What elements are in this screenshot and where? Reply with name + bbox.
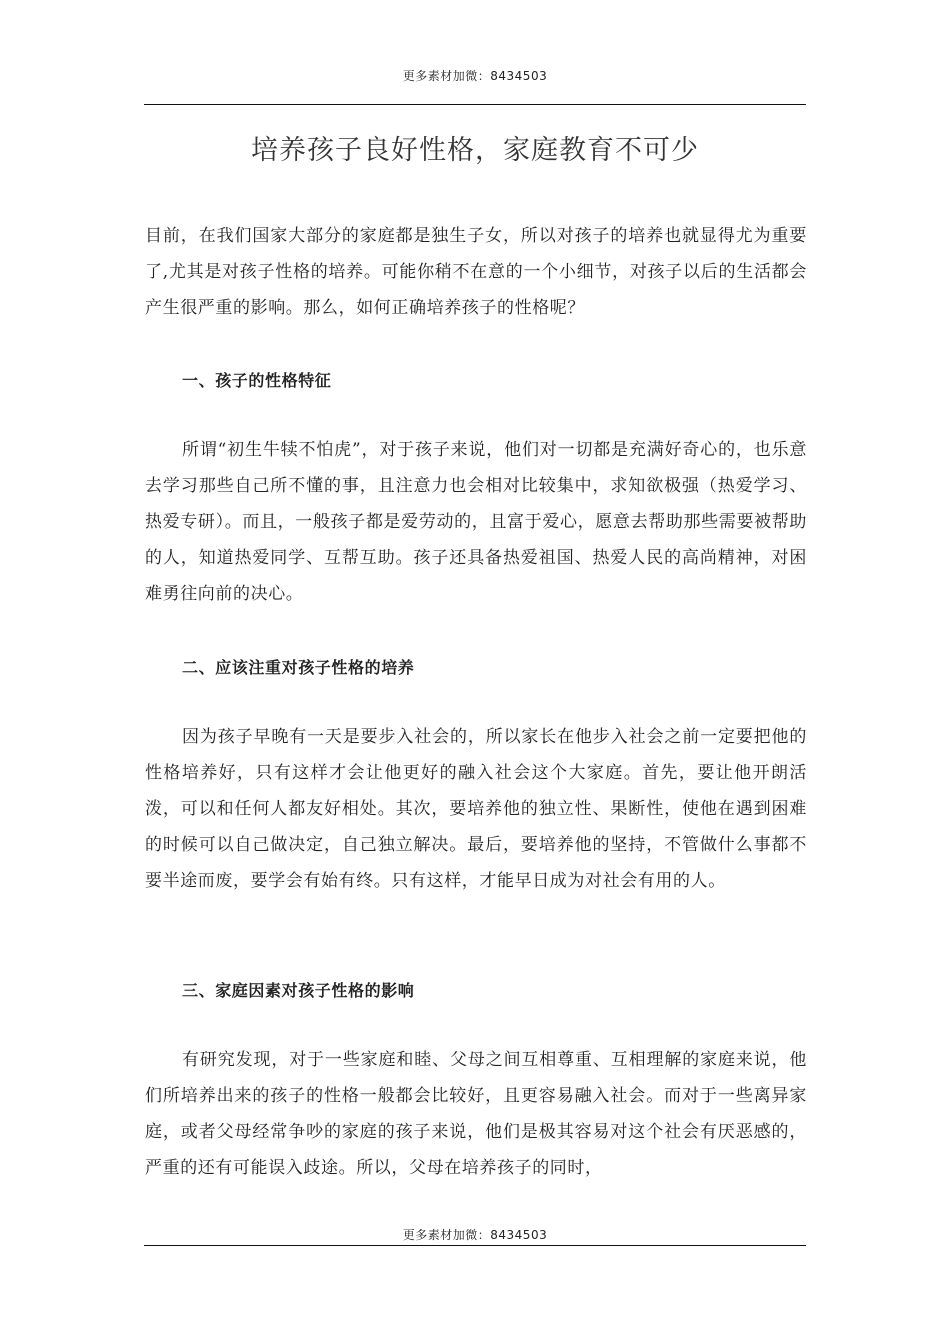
footer-note: 更多素材加微：8434503 (402, 1228, 548, 1242)
section-paragraph-family-influence: 有研究发现，对于一些家庭和睦、父母之间互相尊重、互相理解的家庭来说，他们所培养出来的孩子的性格一般都会比较好，且更容易融入社会。而对于一些离异家庭，或者父母经常争吵的家庭的孩子来说，他们是极其容易对这个社会有厌恶感的，严重的还有可能误入歧途。所以，父母在培养孩子的同时， (145, 1050, 807, 1178)
section-paragraph-character-traits: 所谓“初生牛犊不怕虎”，对于孩子来说，他们对一切都是充满好奇心的，也乐意去学习那些自己所不懂的事，且注意力也会相对比较集中，求知欲极强（热爱学习、热爱专研）。而且，一般孩子都是爱劳动的，且富于爱心，愿意去帮助那些需要被帮助的人，知道热爱同学、互帮互助。孩子还具备热爱祖国、热爱人民的高尚精神，对困难勇往向前的决心。 (145, 440, 807, 604)
intro-paragraph: 目前，在我们国家大部分的家庭都是独生子女，所以对孩子的培养也就显得尤为重要了,尤其是对孩子性格的培养。可能你稍不在意的一个小细节，对孩子以后的生活都会产生很严重的影响。那么，如何正确培养孩子的性格呢？ (145, 226, 807, 318)
section-heading-character-cultivation: 二、应该注重对孩子性格的培养 (182, 658, 415, 677)
header-note: 更多素材加微：8434503 (402, 69, 548, 83)
footer-divider (144, 1245, 806, 1246)
header-divider (144, 104, 806, 105)
section-paragraph-character-cultivation: 因为孩子早晚有一天是要步入社会的，所以家长在他步入社会之前一定要把他的性格培养好，只有这样才会让他更好的融入社会这个大家庭。首先，要让他开朗活泼，可以和任何人都友好相处。其次，要培养他的独立性、果断性，使他在遇到困难的时候可以自己做决定，自己独立解决。最后，要培养他的坚持，不管做什么事都不要半途而废，要学会有始有终。只有这样，才能早日成为对社会有用的人。 (145, 727, 807, 891)
section-heading-family-influence: 三、家庭因素对孩子性格的影响 (182, 981, 415, 1000)
document-title: 培养孩子良好性格，家庭教育不可少 (251, 135, 699, 166)
section-heading-character-traits: 一、孩子的性格特征 (182, 371, 332, 390)
